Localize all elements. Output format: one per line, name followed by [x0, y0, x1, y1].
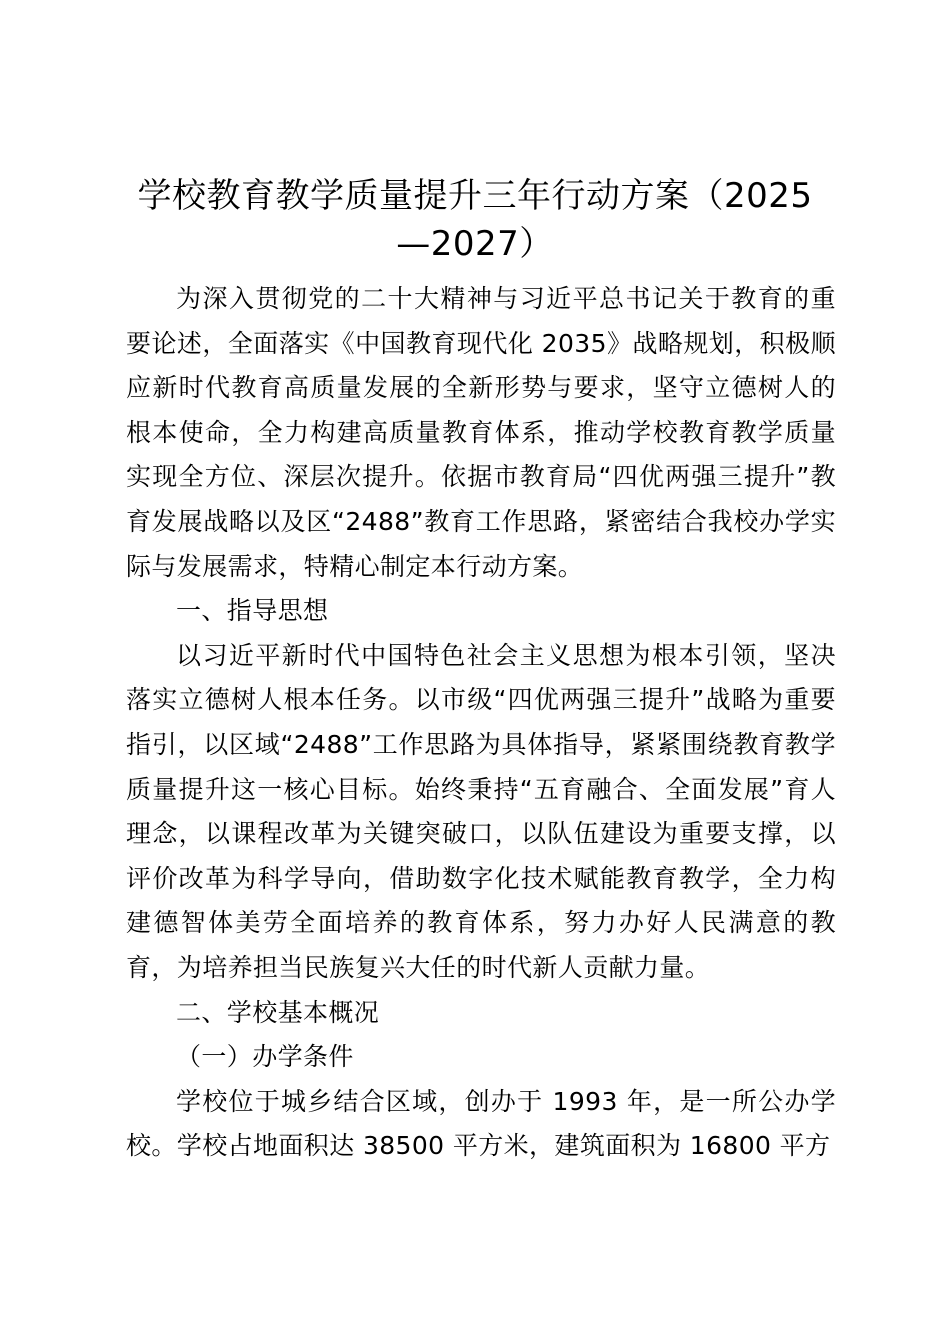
guiding-ideology-paragraph: 以习近平新时代中国特色社会主义思想为根本引领，坚决落实立德树人根本任务。以市级“四优两强三提升”战略为重要指引，以区域“2488”工作思路为具体指导，紧紧围绕教育教学质量提升这一核心目标。始终秉持“五育融合、全面发展”育人理念，以课程改革为关键突破口，以队伍建设为重要支撑，以评价改革为科学导向，借助数字化技术赋能教育教学，全力构建德智体美劳全面培养的教育体系，努力办好人民满意的教育，为培养担当民族复兴大任的时代新人贡献力量。 — [126, 640, 836, 982]
intro-paragraph: 为深入贯彻党的二十大精神与习近平总书记关于教育的重要论述，全面落实《中国教育现代化 2035》战略规划，积极顺应新时代教育高质量发展的全新形势与要求，坚守立德树人的根本使命，全力构建高质量教育体系，推动学校教育教学质量实现全方位、深层次提升。依据市教育局“四优两强三提升”教育发展战略以及区“2488”教育工作思路，紧密结合我校办学实际与发展需求，特精心制定本行动方案。 — [126, 284, 836, 581]
subsection-heading-school-conditions: （一）办学条件 — [176, 1042, 354, 1072]
section-heading-school-overview: 二、学校基本概况 — [176, 997, 380, 1027]
section-heading-guiding-ideology: 一、指导思想 — [176, 596, 329, 626]
document-title: 学校教育教学质量提升三年行动方案（2025 —2027） — [137, 176, 813, 264]
school-conditions-paragraph: 学校位于城乡结合区域，创办于 1993 年，是一所公办学校。学校占地面积达 38500 平方米，建筑面积为 16800 平方 — [126, 1086, 836, 1161]
document-body — [126, 277, 836, 1169]
